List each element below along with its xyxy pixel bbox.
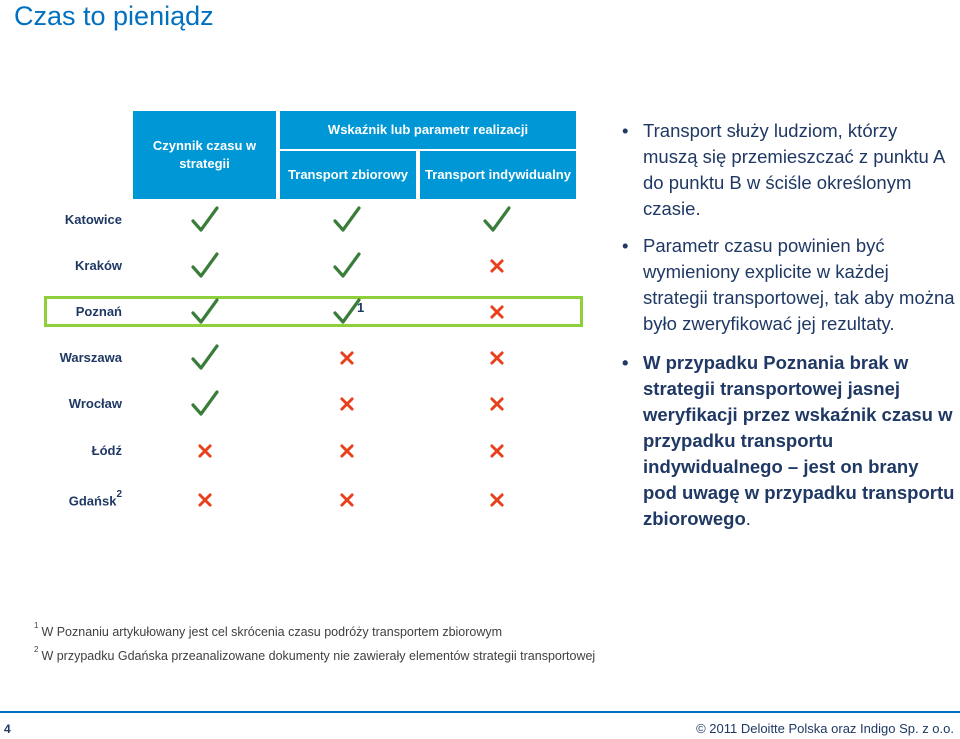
header-public-transport: Transport zbiorowy <box>280 151 416 199</box>
cross-icon <box>194 489 216 511</box>
bullet-poznan-bold: W przypadku Poznania brak w strategii transportowej jasnej weryfikacji przez wskaźnik czasu w przypadku transportu indywidualnego – jest on brany pod uwagę w przypadku transportu zbiorowego <box>643 352 955 529</box>
city-footnote-ref: 2 <box>116 489 122 500</box>
check-icon <box>190 297 220 327</box>
footer-divider <box>0 711 960 713</box>
city-label <box>42 350 122 365</box>
page-title: Czas to pieniądz <box>14 1 214 31</box>
check-icon <box>190 251 220 281</box>
header-indicator-group: Wskaźnik lub parametr realizacji <box>280 111 576 149</box>
cross-icon <box>336 489 358 511</box>
check-icon <box>190 389 220 419</box>
bullet-poznan-tail: . <box>745 508 751 529</box>
city-name: Katowice <box>64 212 122 227</box>
check-icon <box>190 205 220 235</box>
city-name: Wrocław <box>68 396 122 411</box>
cross-icon <box>486 489 508 511</box>
cross-icon <box>486 255 508 277</box>
city-label <box>42 396 122 411</box>
city-name: Warszawa <box>59 350 122 365</box>
city-name: Poznań <box>75 304 122 319</box>
footnote-1-num: 1 <box>34 621 39 630</box>
bullet-list <box>620 118 955 532</box>
check-icon <box>190 343 220 373</box>
copyright: © 2011 Deloitte Polska oraz Indigo Sp. z o.o. <box>696 721 954 736</box>
city-label <box>42 304 122 319</box>
footnote-1-text: W Poznaniu artykułowany jest cel skrócenia czasu podróży transportem zbiorowym <box>41 625 503 640</box>
city-label <box>42 212 122 227</box>
city-label <box>42 489 122 509</box>
cross-icon <box>336 393 358 415</box>
bullet-transport-purpose: • Transport służy ludziom, którzy muszą się przemieszczać z punktu A do punktu B w ściśle określonym czasie. <box>620 118 955 222</box>
city-name: Kraków <box>75 258 122 273</box>
check-icon <box>332 205 362 235</box>
cross-icon <box>336 440 358 462</box>
cross-icon <box>486 440 508 462</box>
cross-icon <box>194 440 216 462</box>
footnote-1 <box>34 621 503 640</box>
cross-icon <box>486 347 508 369</box>
city-name: Gdańsk <box>68 493 117 509</box>
poznan-footnote-ref: 1 <box>357 300 365 315</box>
header-time-factor: Czynnik czasu w strategii <box>133 111 276 199</box>
bullet-time-parameter: • Parametr czasu powinien być wymieniony explicite w każdej strategii transportowej, tak aby można było zweryfikować jej rezultaty. <box>620 233 955 337</box>
footnote-2-num: 2 <box>34 645 39 654</box>
cross-icon <box>486 393 508 415</box>
check-icon <box>482 205 512 235</box>
cross-icon <box>336 347 358 369</box>
footnote-2-text: W przypadku Gdańska przeanalizowane dokumenty nie zawierały elementów strategii transportowej <box>41 649 596 664</box>
header-individual-transport: Transport indywidualny <box>420 151 576 199</box>
city-label <box>42 258 122 273</box>
page-number: 4 <box>4 722 11 736</box>
city-label <box>42 443 122 458</box>
bullet-poznan-case <box>620 350 955 532</box>
footnote-2 <box>34 645 596 664</box>
check-icon <box>332 251 362 281</box>
cross-icon <box>486 301 508 323</box>
city-name: Łódź <box>91 443 122 458</box>
